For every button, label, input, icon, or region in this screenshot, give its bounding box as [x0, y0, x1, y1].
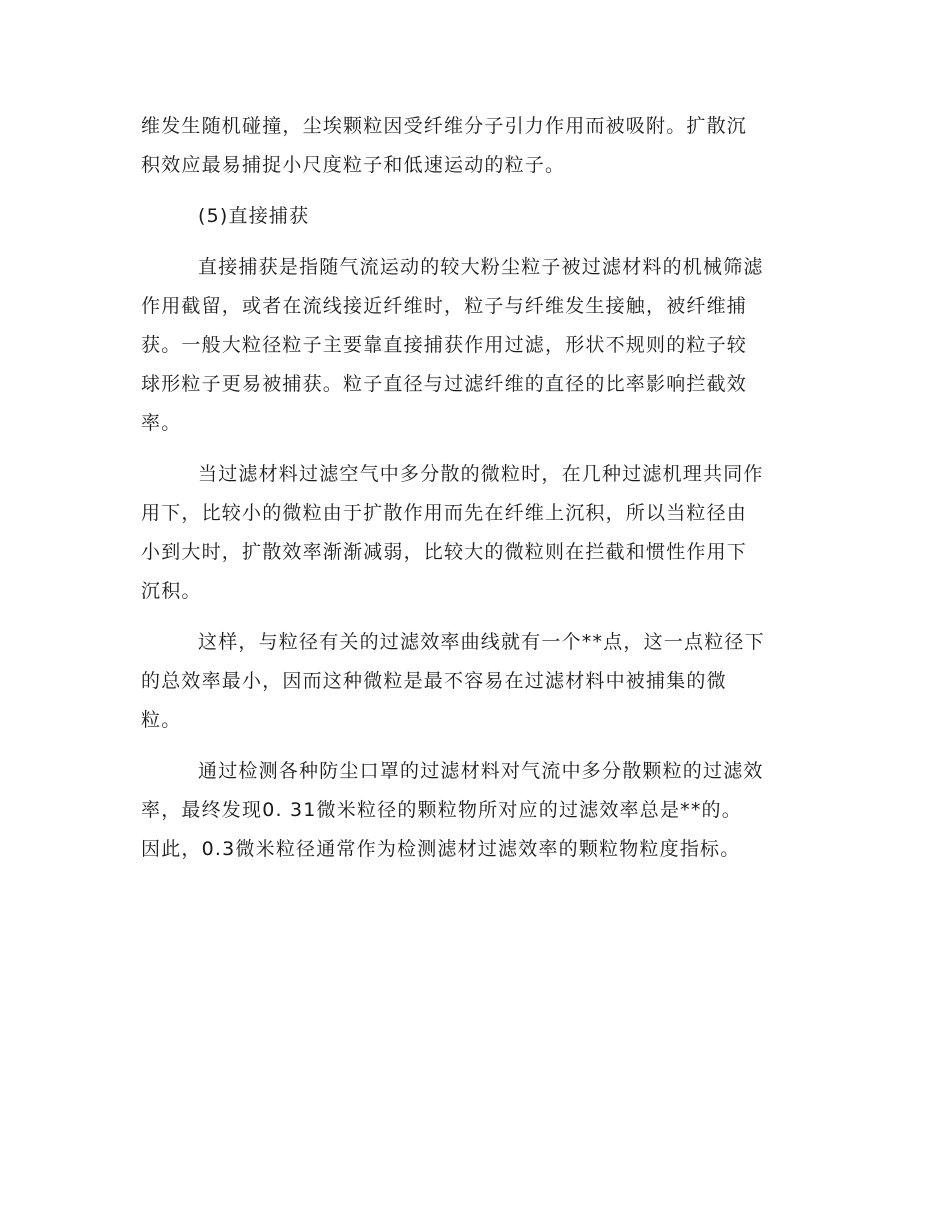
text-line: 率。: [141, 412, 182, 434]
text-line: 粒。: [141, 709, 182, 731]
paragraph-efficiency-curve: [141, 623, 809, 740]
paragraph-test-conclusion: [141, 752, 809, 869]
text-line: 球形粒子更易被捕获。粒子直径与过滤纤维的直径的比率影响拦截效: [141, 373, 748, 395]
text-line: 积效应最易捕捉小尺度粒子和低速运动的粒子。: [141, 154, 566, 176]
paragraph-diffusion-continued: [141, 107, 809, 185]
text-line: 获。一般大粒径粒子主要靠直接捕获作用过滤，形状不规则的粒子较: [141, 334, 748, 356]
paragraph-polydisperse-filtration: [141, 455, 809, 611]
text-line: 作用截留，或者在流线接近纤维时，粒子与纤维发生接触，被纤维捕: [141, 295, 748, 317]
text-line: 通过检测各种防尘口罩的过滤材料对气流中多分散颗粒的过滤效: [198, 760, 764, 782]
text-line: 率，最终发现0. 31微米粒径的颗粒物所对应的过滤效率总是**的。: [141, 799, 742, 821]
paragraph-direct-capture: [141, 248, 809, 443]
text-line: 这样，与粒径有关的过滤效率曲线就有一个**点，这一点粒径下: [198, 631, 765, 653]
text-line: 沉积。: [141, 580, 202, 602]
text-line: 小到大时，扩散效率渐渐减弱，比较大的微粒则在拦截和惯性作用下: [141, 541, 748, 563]
heading-text: (5)直接捕获: [198, 205, 310, 227]
section-heading-direct-capture: [141, 197, 809, 236]
document-body: [141, 107, 809, 881]
text-line: 当过滤材料过滤空气中多分散的微粒时，在几种过滤机理共同作: [198, 463, 764, 485]
text-line: 因此，0.3微米粒径通常作为检测滤材过滤效率的颗粒物粒度指标。: [141, 838, 741, 860]
text-line: 的总效率最小，因而这种微粒是最不容易在过滤材料中被捕集的微: [141, 670, 727, 692]
text-line: 用下，比较小的微粒由于扩散作用而先在纤维上沉积，所以当粒径由: [141, 502, 748, 524]
text-line: 直接捕获是指随气流运动的较大粉尘粒子被过滤材料的机械筛滤: [198, 256, 764, 278]
text-line: 维发生随机碰撞，尘埃颗粒因受纤维分子引力作用而被吸附。扩散沉: [141, 115, 748, 137]
